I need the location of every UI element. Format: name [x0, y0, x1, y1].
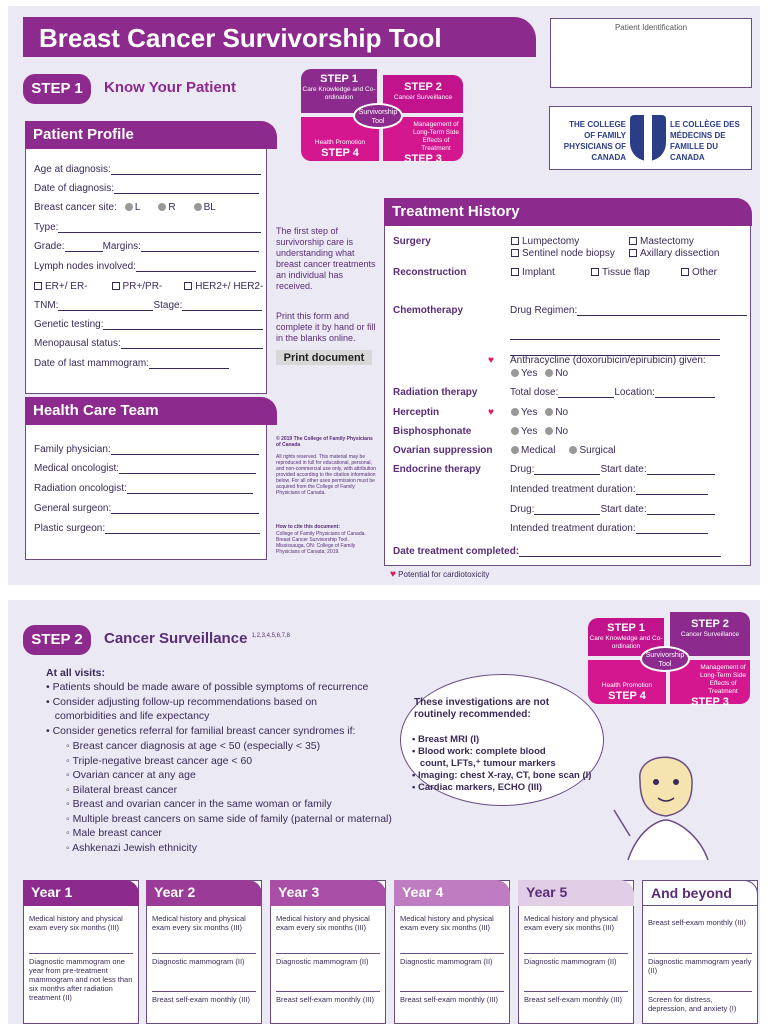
heart-icon: ♥ [488, 407, 494, 418]
axillary-option[interactable]: Axillary dissection [627, 248, 719, 259]
patient-profile-box [25, 126, 267, 394]
receptor-status-field[interactable]: ER+/ ER- PR+/PR- HER2+/ HER2- [32, 281, 263, 292]
health-care-team-heading: Health Care Team [25, 397, 277, 425]
diagram-step1: STEP 1 Care Knowledge and Co-ordination [301, 69, 377, 113]
bubble-item: count, LFTs,⁺ tumour markers [412, 758, 556, 769]
year-column [518, 880, 634, 1024]
herceptin-label: Herceptin [393, 407, 440, 418]
grade-margins-field[interactable]: Grade: Margins: [34, 241, 259, 252]
shield-icon [630, 115, 666, 161]
genetics-criteria-list [66, 739, 416, 855]
endocrine-duration-field-1[interactable]: Intended treatment duration: [510, 484, 708, 495]
genetics-criterion: ◦ Breast cancer diagnosis at age < 50 (especially < 35) [66, 740, 321, 752]
tissue-flap-option[interactable]: Tissue flap [589, 267, 650, 278]
cite-heading: How to cite this document: [276, 524, 340, 530]
year-column [642, 880, 758, 1024]
drug-regimen-line-2[interactable] [510, 330, 720, 340]
sentinel-option[interactable]: Sentinel node biopsy [509, 248, 615, 259]
step2-title: Cancer Surveillance $^{1,2,3,4,5,6,7,8}$ [104, 630, 290, 647]
drug-regimen-field[interactable]: Drug Regimen: [510, 305, 747, 316]
year-column [146, 880, 262, 1024]
page-step1 [8, 6, 760, 585]
print-note: Print this form and complete it by hand or fill in the blanks online. [276, 311, 376, 343]
bisphosphonate-options[interactable]: Yes No [507, 426, 568, 437]
plastic-surgeon-field[interactable]: Plastic surgeon: [34, 523, 260, 534]
reconstruction-label: Reconstruction [393, 267, 467, 278]
bubble-item: • Blood work: complete blood [412, 746, 546, 757]
year-item: Diagnostic mammogram (II) [152, 953, 256, 966]
other-option[interactable]: Other [679, 267, 717, 278]
step1-title: Know Your Patient [104, 79, 236, 96]
anthracycline-options[interactable]: Yes No [507, 368, 568, 379]
patient-profile-heading: Patient Profile [25, 121, 277, 149]
endocrine-duration-field-2[interactable]: Intended treatment duration: [510, 523, 708, 534]
genetic-testing-field[interactable]: Genetic testing: [34, 319, 263, 330]
intro-text: The first step of survivorship care is understanding what breast cancer treatments an individual has received. [276, 226, 376, 291]
year-item: Breast self-exam monthly (III) [648, 918, 746, 927]
print-document-button[interactable]: Print document [276, 350, 372, 365]
visit-bullet: • Patients should be made aware of possible symptoms of recurrence [46, 681, 369, 693]
anthracycline-label: Anthracycline (doxorubicin/epirubicin) given: [510, 355, 706, 366]
menopausal-field[interactable]: Menopausal status: [34, 338, 263, 349]
lymph-nodes-field[interactable]: Lymph nodes involved: [34, 261, 256, 272]
year-item: Diagnostic mammogram yearly (II) [648, 953, 752, 975]
surgery-label: Surgery [393, 236, 431, 247]
date-completed-field[interactable]: Date treatment completed: [393, 546, 721, 557]
year-item: Diagnostic mammogram (II) [276, 953, 380, 966]
year-item: Diagnostic mammogram (II) [400, 953, 504, 966]
medical-oncologist-field[interactable]: Medical oncologist: [34, 463, 256, 474]
endocrine-drug-field-2[interactable]: Drug: Start date: [510, 504, 715, 515]
bubble-list [412, 734, 602, 794]
page-step2 [8, 600, 760, 1024]
implant-option[interactable]: Implant [509, 267, 555, 278]
year-header: Year 1 [23, 880, 139, 906]
patient-identification-label: Patient Identification [614, 23, 688, 32]
year-item: Breast self-exam monthly (III) [524, 991, 628, 1004]
step1-pill: STEP 1 [23, 74, 91, 104]
year-item: Medical history and physical exam every six months (III) [29, 914, 123, 932]
year-header: And beyond [642, 880, 758, 906]
total-dose-field[interactable]: Total dose: Location: [510, 387, 715, 398]
year-item: Medical history and physical exam every six months (III) [524, 914, 618, 932]
step2-pill: STEP 2 [23, 625, 91, 655]
endocrine-drug-field-1[interactable]: Drug: Start date: [510, 464, 715, 475]
year-header: Year 2 [146, 880, 262, 906]
diagram-step3: Management of Long-Term Side Effects of Treatment STEP 3 [383, 117, 463, 161]
cardiotoxicity-note: ♥ Potential for cardiotoxicity [390, 569, 490, 580]
visit-bullets [46, 680, 406, 738]
treatment-history-heading: Treatment History [384, 198, 752, 226]
year-column [23, 880, 139, 1024]
visit-bullet: • Consider adjusting follow-up recommendations based on [46, 695, 317, 708]
bubble-item: • Cardiac markers, ECHO (III) [412, 782, 543, 793]
genetics-criterion: ◦ Breast and ovarian cancer in the same woman or family [66, 798, 332, 810]
person-illustration [608, 740, 728, 870]
genetics-criterion: ◦ Triple-negative breast cancer age < 60 [66, 754, 253, 767]
family-physician-field[interactable]: Family physician: [34, 444, 259, 455]
genetics-criterion: ◦ Bilateral breast cancer [66, 783, 178, 796]
year-item: Medical history and physical exam every six months (III) [276, 914, 370, 932]
mastectomy-option[interactable]: Mastectomy [627, 236, 694, 247]
page-title: Breast Cancer Survivorship Tool [23, 17, 536, 57]
diagram2-step4: Health Promotion STEP 4 [588, 660, 666, 704]
cfpc-name-fr: LE COLLÈGE DES MÉDECINS DE FAMILLE DU CANADA [670, 120, 740, 162]
radiation-oncologist-field[interactable]: Radiation oncologist: [34, 483, 253, 494]
cancer-site-field[interactable]: Breast cancer site: L R BL [34, 202, 216, 213]
tnm-stage-field[interactable]: TNM: Stage: [34, 300, 262, 311]
heart-icon: ♥ [488, 355, 494, 366]
visit-bullet: comorbidities and life expectancy [46, 710, 210, 722]
year-header: Year 4 [394, 880, 510, 906]
bubble-item: • Breast MRI (I) [412, 734, 480, 745]
steps-diagram-2 [588, 612, 753, 708]
diagram-step4: Health Promotion STEP 4 [301, 117, 379, 161]
genetics-criterion: ◦ Ovarian cancer at any age [66, 769, 196, 781]
date-of-diagnosis-field[interactable]: Date of diagnosis: [34, 183, 259, 194]
diagram2-center: Survivorship Tool [640, 646, 690, 672]
genetics-criterion: ◦ Multiple breast cancers on same side of family (paternal or maternal) [66, 812, 392, 825]
type-field[interactable]: Type: [34, 222, 261, 233]
year-item: Breast self-exam monthly (III) [276, 991, 380, 1004]
genetics-criterion: ◦ Ashkenazi Jewish ethnicity [66, 841, 197, 854]
diagram-step2: STEP 2 Cancer Surveillance [383, 75, 463, 113]
ovarian-options[interactable]: Medical Surgical [507, 445, 616, 456]
at-all-visits-heading: At all visits: [46, 667, 105, 679]
year-column [270, 880, 386, 1024]
age-field[interactable]: Age at diagnosis: [34, 164, 261, 175]
chemotherapy-label: Chemotherapy [393, 305, 464, 316]
bubble-title: These investigations are not routinely recommended: [414, 697, 550, 720]
visit-bullet: • Consider genetics referral for familial breast cancer syndromes if: [46, 724, 356, 737]
copyright: © 2019 The College of Family Physicians of Canada [276, 436, 373, 448]
heart-icon: ♥ [390, 569, 396, 580]
bisphosphonate-label: Bisphosphonate [393, 426, 472, 437]
year-item: Breast self-exam monthly (III) [152, 991, 256, 1004]
diagram2-step1: STEP 1 Care Knowledge and Co-ordination [588, 618, 664, 656]
year-header: Year 5 [518, 880, 634, 906]
year-item: Screen for distress, depression, and anxiety (I) [648, 991, 752, 1013]
bubble-item: • Imaging: chest X-ray, CT, bone scan (I) [412, 770, 592, 781]
diagram-center: Survivorship Tool [353, 103, 403, 129]
genetics-criterion: ◦ Male breast cancer [66, 827, 162, 839]
cite-text: College of Family Physicians of Canada. Breast Cancer Survivorship Tool. Mississauga, ON: College of Family Physicians of Canada; 2019. [276, 531, 366, 555]
diagram2-step3: Management of Long-Term Side Effects of Treatment STEP 3 [670, 660, 750, 704]
year-item: Diagnostic mammogram one year from pre-treatment mammogram and not less than six months after radiation treatment (II) [29, 953, 133, 1002]
year-header: Year 3 [270, 880, 386, 906]
cfpc-name-en: THE COLLEGE OF FAMILY PHYSICIANS OF CANADA [563, 120, 626, 162]
year-item: Medical history and physical exam every six months (III) [400, 914, 494, 932]
year-item: Diagnostic mammogram (II) [524, 953, 628, 966]
endocrine-label: Endocrine therapy [393, 464, 481, 475]
general-surgeon-field[interactable]: General surgeon: [34, 503, 259, 514]
cfpc-logo [549, 106, 752, 170]
radiation-label: Radiation therapy [393, 387, 478, 398]
diagram2-step2: STEP 2 Cancer Surveillance [670, 612, 750, 656]
year-column [394, 880, 510, 1024]
rights-text: All rights reserved. This material may be reproduced in full for educational, personal, and non-commercial use only, with attribution provided according to the citation information below. For all other uses permission must be acquired from the College of Family Physicians of Canada. [276, 454, 376, 496]
mammogram-field[interactable]: Date of last mammogram: [34, 358, 229, 369]
herceptin-options[interactable]: Yes No [507, 407, 568, 418]
ovarian-label: Ovarian suppression [393, 445, 493, 456]
lumpectomy-option[interactable]: Lumpectomy [509, 236, 579, 247]
patient-identification-box[interactable] [550, 18, 752, 88]
health-care-team-box [25, 402, 267, 560]
steps-diagram [301, 69, 466, 165]
year-item: Medical history and physical exam every six months (III) [152, 914, 246, 932]
year-item: Breast self-exam monthly (III) [400, 991, 504, 1004]
treatment-history-box [384, 203, 751, 566]
